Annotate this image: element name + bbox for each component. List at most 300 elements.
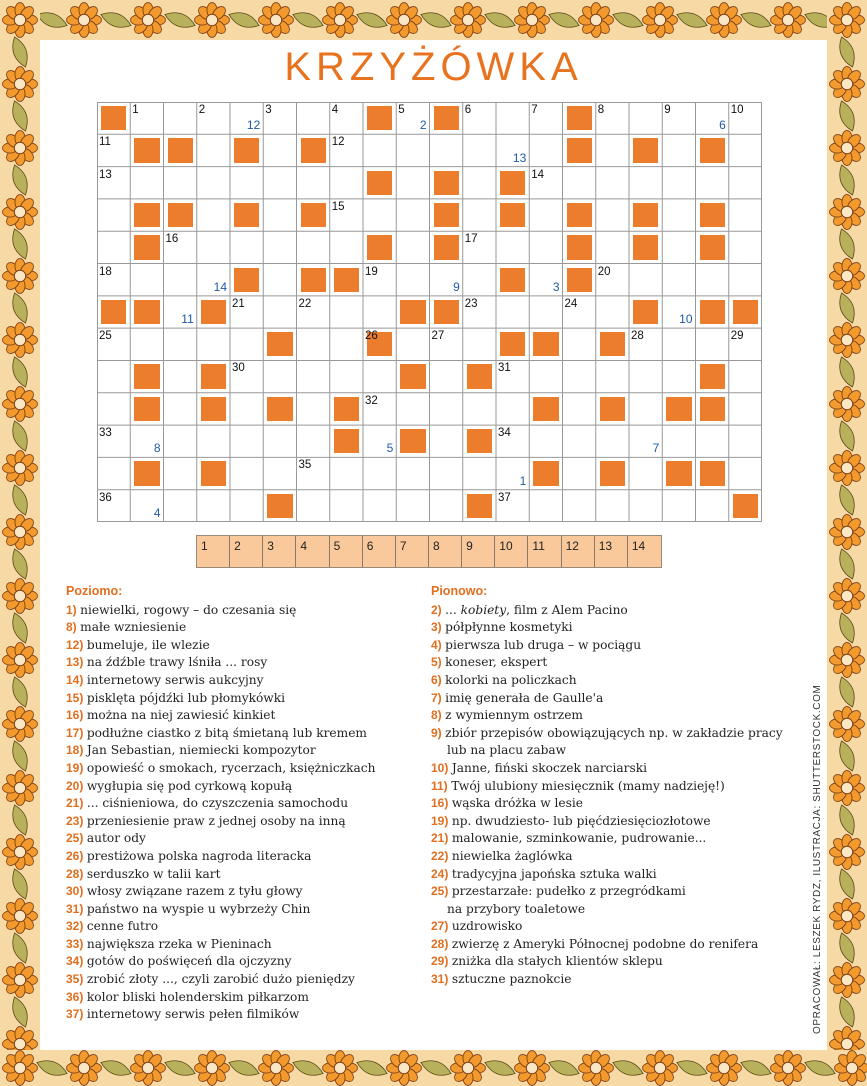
clue-item [431,778,811,796]
border-pattern [0,0,40,1086]
flower-ornament [830,3,865,38]
grid-block [467,364,492,388]
clue-item-text-main: malowanie, szminkowanie, pudrowanie... [451,831,707,846]
solution-cell[interactable]: 8 [429,536,462,567]
flower-ornament [830,451,865,486]
clue-item-number: 30) [66,884,84,899]
grid-block [134,235,159,259]
clue-item-number: 6) [431,672,442,687]
grid-block [500,171,525,195]
solution-cell[interactable]: 13 [595,536,628,567]
grid-block [334,268,359,292]
clue-item-number: 28) [431,936,449,951]
solution-cell[interactable]: 5 [330,536,363,567]
clue-item-text-prefix: ... [445,602,461,617]
clue-item-number: 3) [431,620,442,635]
clue-item-text-main: internetowy serwis pełen filmików [86,1007,300,1022]
flower-ornament [830,707,865,742]
clue-number: 29 [730,330,744,343]
flower-ornament [771,3,806,38]
flower-ornament [830,387,865,422]
grid-block [434,171,459,195]
clue-item [431,654,811,672]
clue-item-text [452,761,647,775]
solution-cell[interactable]: 3 [263,536,296,567]
clue-item-text [87,779,292,793]
grid-block [301,203,326,227]
clue-item [66,971,416,989]
grid-block [733,300,758,324]
grid-block [168,138,193,162]
clue-item-number: 22) [431,848,449,863]
crossword-grid [97,102,762,522]
grid-block [134,203,159,227]
flower-ornament [323,1051,358,1086]
flower-ornament [579,1051,614,1086]
clue-number: 36 [99,491,112,504]
flower-ornament [387,3,422,38]
clue-item-text [87,708,276,722]
clue-item [66,672,416,690]
solution-letter-number: 5 [386,441,394,456]
solution-cell[interactable]: 7 [396,536,429,567]
clue-item-text [445,673,576,687]
clue-item-text [87,990,309,1004]
clue-item-text [80,620,186,634]
clue-number: 9 [664,104,671,116]
clue-number: 8 [597,104,605,116]
clue-number: 35 [298,459,312,472]
flower-ornament [3,387,38,422]
grid-block [467,494,492,518]
clue-item-text-main: przeniesienie praw z jednej osoby na inną [86,813,346,828]
clue-item-number: 34) [66,954,84,969]
clue-item-text [87,972,355,986]
flower-ornament [515,3,550,38]
grid-block [134,461,159,485]
flower-ornament [830,515,865,550]
grid-block [267,332,292,356]
grid-block [600,397,625,421]
clue-item [431,953,811,971]
clue-item-number: 8) [431,708,442,723]
grid-block [666,461,691,485]
grid-block [434,300,459,324]
clue-item-number: 31) [66,901,84,916]
grid-block [700,300,725,324]
clue-item-number: 9) [431,725,442,740]
solution-letter-number: 7 [652,441,660,456]
grid-block [500,332,525,356]
clue-item-text [452,884,686,898]
solution-cell[interactable]: 2 [230,536,263,567]
clue-item-text-main: autor ody [86,831,146,846]
clue-item-text [445,603,628,617]
flower-ornament [830,835,865,870]
flower-ornament [830,963,865,998]
grid-block [400,429,425,453]
flower-ornament [3,643,38,678]
flower-ornament [643,3,678,38]
clue-number: 15 [331,200,345,213]
clue-item-text-main: internetowy serwis aukcyjny [86,672,264,687]
clue-item-text [452,831,706,845]
clue-item-number: 12) [66,637,84,652]
clue-item-number: 26) [66,848,84,863]
clue-item-text-main: serduszko w talii kart [86,866,221,881]
clue-item-text-main: gotów do poświęceń dla ojczyzny [86,954,292,969]
clue-item-number: 18) [66,743,84,758]
clue-item [431,672,811,690]
flower-ornament [707,3,742,38]
clue-item-text [452,814,711,828]
clue-item-continuation: na przybory toaletowe [447,901,586,916]
clue-number: 10 [730,104,744,116]
flower-ornament [3,323,38,358]
clue-item-number: 20) [66,778,84,793]
clue-item-text-main: z wymiennym ostrzem [445,708,583,723]
grid-block [267,397,292,421]
clue-number: 3 [265,104,272,116]
clue-item-text-main: koneser, ekspert [445,655,548,670]
clue-item-text [445,655,547,669]
flower-ornament [643,1051,678,1086]
flower-ornament [707,1051,742,1086]
grid-block [567,203,592,227]
clue-item [431,637,811,655]
clue-number: 12 [331,136,345,149]
clue-item-number: 17) [66,725,84,740]
grid-block [134,300,159,324]
clue-item [431,707,811,725]
grid-block [633,300,658,324]
grid-block [400,364,425,388]
flower-ornament [259,3,294,38]
solution-strip [196,535,662,568]
clue-item [66,830,416,848]
border-pattern [0,1050,867,1086]
flower-ornament [3,451,38,486]
clues-across-heading: Poziomo: [66,584,123,598]
clue-item-text-main: Twój ulubiony miesięcznik (mamy nadzieję!) [451,778,725,793]
grid-block [334,397,359,421]
clue-item [66,760,416,778]
clue-item-text [452,867,657,881]
grid-block [367,235,392,259]
clue-number: 2 [198,104,206,116]
clue-item-text-main: włosy związane razem z tyłu głowy [86,884,303,899]
clue-item-text-main: Jan Sebastian, niemiecki kompozytor [86,743,316,758]
flower-ornament [3,3,38,38]
clue-item-text-main: cenne futro [86,919,159,934]
flower-ornament [451,3,486,38]
grid-block [201,397,226,421]
solution-cell[interactable]: 10 [495,536,528,567]
clue-item-text [87,849,312,863]
grid-block [700,364,725,388]
flower-ornament [3,195,38,230]
clue-item-number: 35) [66,972,84,987]
grid-block [533,332,558,356]
clue-number: 26 [365,330,378,343]
clue-item-text [87,796,348,810]
clue-item-text [87,726,367,740]
clue-item-text [445,638,641,652]
grid-block [700,461,725,485]
clue-item-text-main: pierwsza lub druga – w pociągu [445,637,642,652]
clue-item-text-main: tradycyjna japońska sztuka walki [451,866,657,881]
clue-item-number: 25) [431,884,449,899]
clue-item-number: 21) [431,831,449,846]
clue-item-text [87,655,267,669]
grid-block [434,235,459,259]
clue-item-number: 36) [66,989,84,1004]
clue-item-text [445,708,583,722]
clue-number: 25 [99,330,112,343]
clue-item-text [445,726,782,740]
clue-item [66,901,416,919]
clue-item-text [87,1007,299,1021]
clue-item-text [87,814,346,828]
grid-block [367,106,392,130]
clue-item-text-main: niewielka żaglówka [451,848,573,863]
grid-block [301,268,326,292]
clues-down-heading: Pionowo: [431,584,488,598]
grid-block [301,138,326,162]
solution-cell[interactable]: 11 [528,536,561,567]
solution-letter-number: 11 [181,312,194,327]
clue-item-text-main: przestarzałe: pudełko z przegródkami [451,884,686,899]
clue-item-number: 32) [66,919,84,934]
flower-ornament [67,1051,102,1086]
clue-item-text-main: np. dwudziesto- lub pięćdziesięciozłotowe [451,813,711,828]
grid-block [134,397,159,421]
border-pattern [827,0,867,1086]
clue-item-number: 28) [66,866,84,881]
clue-item-text [87,743,316,757]
solution-cell[interactable]: 14 [631,539,646,553]
clue-number: 37 [498,491,511,504]
grid-block [168,203,193,227]
clue-item [66,813,416,831]
clue-number: 16 [165,233,179,246]
clue-number: 30 [232,362,245,375]
grid-block [334,429,359,453]
grid-block [500,268,525,292]
clue-item [66,918,416,936]
clue-item [431,936,811,954]
clue-item-text-main: ... ciśnieniowa, do czyszczenia samochodu [86,796,349,811]
grid-block [134,364,159,388]
clue-item [431,813,811,831]
clue-item [66,602,416,620]
clue-item-text-main: małe wzniesienie [80,620,187,635]
clue-item-number: 2) [431,602,442,617]
flower-ornament [835,1051,867,1086]
solution-letter-number: 9 [453,279,460,294]
flower-ornament [195,1051,230,1086]
clue-item-text-main: pisklęta pójdźki lub płomykówki [86,690,286,705]
clue-number: 1 [132,104,139,116]
clue-item-text [87,831,146,845]
clue-item-text [452,954,663,968]
clue-item-number: 16) [66,708,84,723]
clue-item-text-main: kolorki na policzkach [445,672,577,687]
clue-item-number: 25) [66,831,84,846]
solution-letter-number: 10 [679,312,693,327]
clue-item-text [87,954,292,968]
ornamental-border-left [0,0,40,1086]
clue-item [431,866,811,884]
grid-block [201,461,226,485]
solution-cell[interactable]: 6 [363,536,396,567]
clue-item-text-main: podłużne ciastko z bitą śmietaną lub kremem [86,725,367,740]
flower-ornament [67,3,102,38]
clue-item-number: 1) [66,602,77,617]
clue-item [66,1006,416,1024]
grid-block [733,494,758,518]
clue-item-text-main: wąska dróżka w lesie [451,796,584,811]
grid-block [567,138,592,162]
clue-item-text-main: bumeluje, ile wlezie [86,637,210,652]
grid-block [400,300,425,324]
clue-item [431,830,811,848]
clue-item-number: 37) [66,1007,84,1022]
clue-item-text-main: kolor bliski holenderskim piłkarzom [86,989,309,1004]
clue-item-text-main: półpłynne kosmetyki [445,620,573,635]
clue-item-text-main: niewielki, rogowy – do czesania się [80,602,297,617]
clue-item-number: 29) [431,954,449,969]
clue-item [66,989,416,1007]
credit-line: OPRACOWAŁ: LESZEK RYDZ, ILUSTRACJA: SHUTTERSTOCK.COM [812,684,823,1034]
flower-ornament [451,1051,486,1086]
clue-number: 19 [365,265,378,278]
clue-item [431,883,811,918]
clue-number: 7 [531,104,538,116]
solution-letter-number: 8 [153,441,161,456]
clue-item-text [80,603,296,617]
flower-ornament [771,1051,806,1086]
clue-item [66,848,416,866]
grid-block [633,138,658,162]
ornamental-border-right [827,0,867,1086]
clue-item-text [87,902,310,916]
clue-item-text-main: , film z Alem Pacino [506,602,628,617]
clue-item-text [452,796,583,810]
flower-ornament [830,579,865,614]
flower-ornament [579,3,614,38]
clue-number: 18 [99,265,112,278]
clues-across [66,583,416,1024]
clue-item-text [445,620,572,634]
clue-item [431,725,811,760]
clues-across-list [66,602,416,1024]
clue-number: 5 [398,104,405,116]
grid-block [600,461,625,485]
clue-item-text [87,761,376,775]
flower-ornament [515,1051,550,1086]
clue-item-text-main: państwo na wyspie u wybrzeży Chin [86,901,311,916]
clue-item-number: 19) [66,760,84,775]
clue-item [431,971,811,989]
clue-item-text-main: zniżka dla stałych klientów sklepu [451,954,663,969]
clue-item-text-main: największa rzeka w Pieninach [86,936,272,951]
clue-item [66,619,416,637]
clue-item-number: 24) [431,866,449,881]
clue-item-text-main: zwierzę z Ameryki Północnej podobne do renifera [451,936,759,951]
flower-ornament [259,1051,294,1086]
clues-down-list [431,602,811,989]
grid-block [700,203,725,227]
solution-cell[interactable]: 4 [296,536,329,567]
clue-item-number: 23) [66,813,84,828]
flower-ornament [830,131,865,166]
page-title: KRZYŻÓWKA [284,45,583,89]
clue-item-number: 31) [431,972,449,987]
flower-ornament [323,3,358,38]
clue-item-number: 16) [431,796,449,811]
grid-block [234,138,259,162]
clue-item-text-main: zbiór przepisów obowiązujących np. w zakładzie pracy [445,725,783,740]
grid-block [600,332,625,356]
grid-block [434,203,459,227]
clue-item-number: 14) [66,672,84,687]
grid-block [567,235,592,259]
clue-item-number: 7) [431,690,442,705]
clue-number: 33 [99,427,112,440]
flower-ornament [3,131,38,166]
clue-number: 23 [464,297,478,310]
flower-ornament [3,963,38,998]
clue-item-text-main: sztuczne paznokcie [451,972,572,987]
flower-ornament [3,515,38,550]
clue-item [66,707,416,725]
solution-cell[interactable]: 12 [562,536,595,567]
clue-number: 14 [531,168,545,181]
grid-block [700,235,725,259]
clue-number: 6 [464,104,472,116]
solution-cell[interactable]: 1 [197,536,230,567]
clue-item-number: 11) [431,778,448,793]
clue-item-number: 27) [431,919,449,934]
clue-item [431,918,811,936]
border-pattern [0,0,867,40]
clue-item [431,848,811,866]
clue-number: 27 [431,330,445,343]
flower-ornament [3,1051,38,1086]
clue-item [431,690,811,708]
grid-block [700,397,725,421]
clue-item-text-main: uzdrowisko [451,919,523,934]
clue-item-text [87,691,285,705]
clue-item [66,637,416,655]
flower-ornament [830,771,865,806]
clue-item [431,619,811,637]
solution-letter-number: 14 [213,279,227,294]
clue-item [66,778,416,796]
clue-item-text [87,884,303,898]
flower-ornament [3,259,38,294]
grid-block [201,300,226,324]
flower-ornament [830,643,865,678]
clue-number: 28 [631,330,644,343]
solution-cell[interactable]: 9 [462,536,495,567]
clue-item-text-italic: kobiety [460,602,507,617]
grid-block [467,429,492,453]
clue-item-text-main: na źdźble trawy lśniła ... rosy [86,655,268,670]
clue-item-text [87,673,264,687]
grid-block [500,203,525,227]
